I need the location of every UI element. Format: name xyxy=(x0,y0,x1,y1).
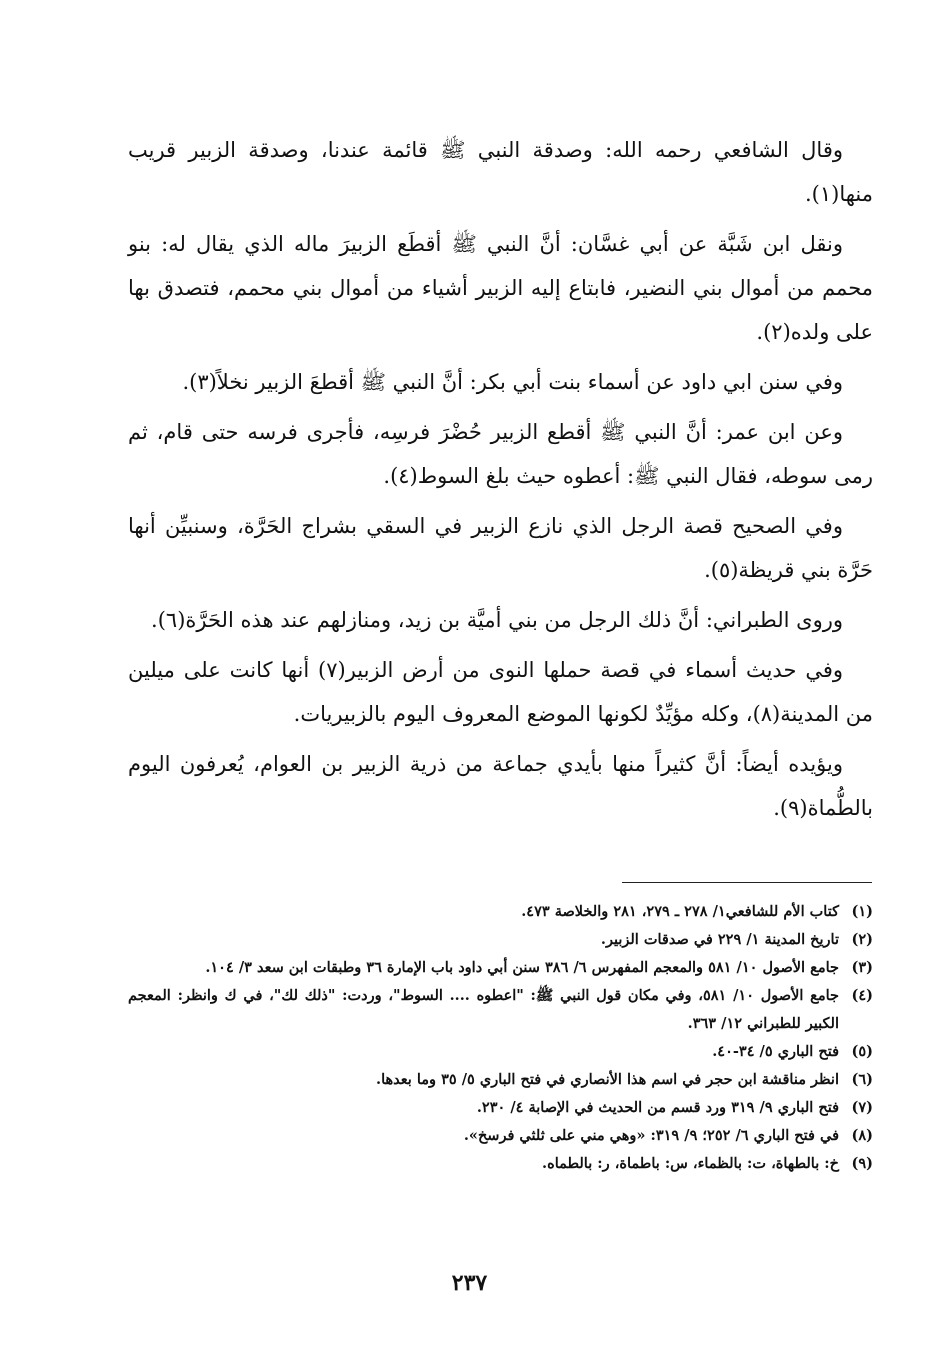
footnote xyxy=(128,1038,873,1066)
footnotes xyxy=(128,898,873,1178)
footnote-text: فتح الباري ٩/ ٣١٩ ورد قسم من الحديث في الإصابة ٤/ ٢٣٠. xyxy=(476,1099,839,1116)
footnote-text: تاريخ المدينة ١/ ٢٢٩ في صدقات الزبير. xyxy=(600,931,839,948)
footnote xyxy=(128,926,873,954)
footnote-number: (٧) xyxy=(851,1099,873,1116)
footnote xyxy=(128,954,873,982)
paragraph: وقال الشافعي رحمه الله: وصدقة النبي ﷺ قائمة عندنا، وصدقة الزبير قريب منها(١). xyxy=(128,138,873,206)
footnote-separator xyxy=(622,882,872,883)
main-text xyxy=(128,128,873,836)
footnote-number: (٨) xyxy=(851,1127,873,1144)
footnote-text: خ: بالطهاة، ت: بالظماء، س: باطماة، ر: بالطماه. xyxy=(542,1155,839,1172)
footnote xyxy=(128,982,873,1038)
footnote xyxy=(128,898,873,926)
paragraph: ونقل ابن شَبَّة عن أبي غسَّان: أنَّ النبي ﷺ أقطَع الزبيرَ ماله الذي يقال له: بنو محمم من أموال بني النضير، فابتاع إليه الزبير أشياء من أموال بني محمم، فتصدق بها على ولده(٢). xyxy=(128,232,873,344)
footnote-text: كتاب الأم للشافعي١/ ٢٧٨ ـ ٢٧٩، ٢٨١ والخلاصة ٤٧٣. xyxy=(521,903,839,920)
footnote-number: (٢) xyxy=(851,931,873,948)
paragraph: وعن ابن عمر: أنَّ النبي ﷺ أقطع الزبير حُضْرَ فرسِه، فأجرى فرسه حتى قام، ثم رمى سوطه، فقال النبي ﷺ: أعطوه حيث بلغ السوط(٤). xyxy=(128,420,873,488)
page-number: ٢٣٧ xyxy=(451,1270,488,1296)
paragraph: وفي حديث أسماء في قصة حملها النوى من أرض الزبير(٧) أنها كانت على ميلين من المدينة(٨)، وكله مؤيِّدٌ لكونها الموضع المعروف اليوم بالزبيريات. xyxy=(128,658,873,726)
paragraph: وفي سنن ابي داود عن أسماء بنت أبي بكر: أنَّ النبي ﷺ أقطعَ الزبير نخلاً(٣). xyxy=(182,370,843,394)
footnote xyxy=(128,1066,873,1094)
footnote-number: (٥) xyxy=(851,1043,873,1060)
footnote-number: (٣) xyxy=(851,959,873,976)
footnote-text: جامع الأصول ١٠/ ٥٨١ والمعجم المفهرس ٦/ ٣٨٦ سنن أبي داود باب الإمارة ٣٦ وطبقات ابن سعد ٣/ ١٠٤. xyxy=(205,959,839,976)
footnote-number: (١) xyxy=(851,903,873,920)
footnote-text: فتح الباري ٥/ ٣٤-٤٠. xyxy=(712,1043,839,1060)
footnote-number: (٤) xyxy=(851,987,873,1004)
paragraph: وفي الصحيح قصة الرجل الذي نازع الزبير في السقي بشراج الحَرَّة، وسنبيِّن أنها حَرَّة بني قريظة(٥). xyxy=(128,514,873,582)
footnote-text: في فتح الباري ٦/ ٢٥٢؛ ٩/ ٣١٩: «وهي مني على ثلثي فرسخ». xyxy=(463,1127,839,1144)
footnote xyxy=(128,1094,873,1122)
footnote-number: (٩) xyxy=(851,1155,873,1172)
paragraph: وروى الطبراني: أنَّ ذلك الرجل من بني أميَّة بن زيد، ومنازلهم عند هذه الحَرَّة(٦). xyxy=(151,608,843,632)
footnote-text: جامع الأصول ١٠/ ٥٨١، وفي مكان قول النبي ﷺ: "اعطوه .... السوط"، وردت: "ذلك لك"، في ك وانظر: المعجم الكبير للطبراني ١٢/ ٣٦٣. xyxy=(128,987,839,1032)
footnote xyxy=(128,1122,873,1150)
footnote-text: انظر مناقشة ابن حجر في اسم هذا الأنصاري في فتح الباري ٥/ ٣٥ وما بعدها. xyxy=(376,1071,839,1088)
footnote-number: (٦) xyxy=(851,1071,873,1088)
paragraph: ويؤيده أيضاً: أنَّ كثيراً منها بأيدي جماعة من ذرية الزبير بن العوام، يُعرفون اليوم بالطُّماة(٩). xyxy=(128,752,873,820)
footnote xyxy=(128,1150,873,1178)
